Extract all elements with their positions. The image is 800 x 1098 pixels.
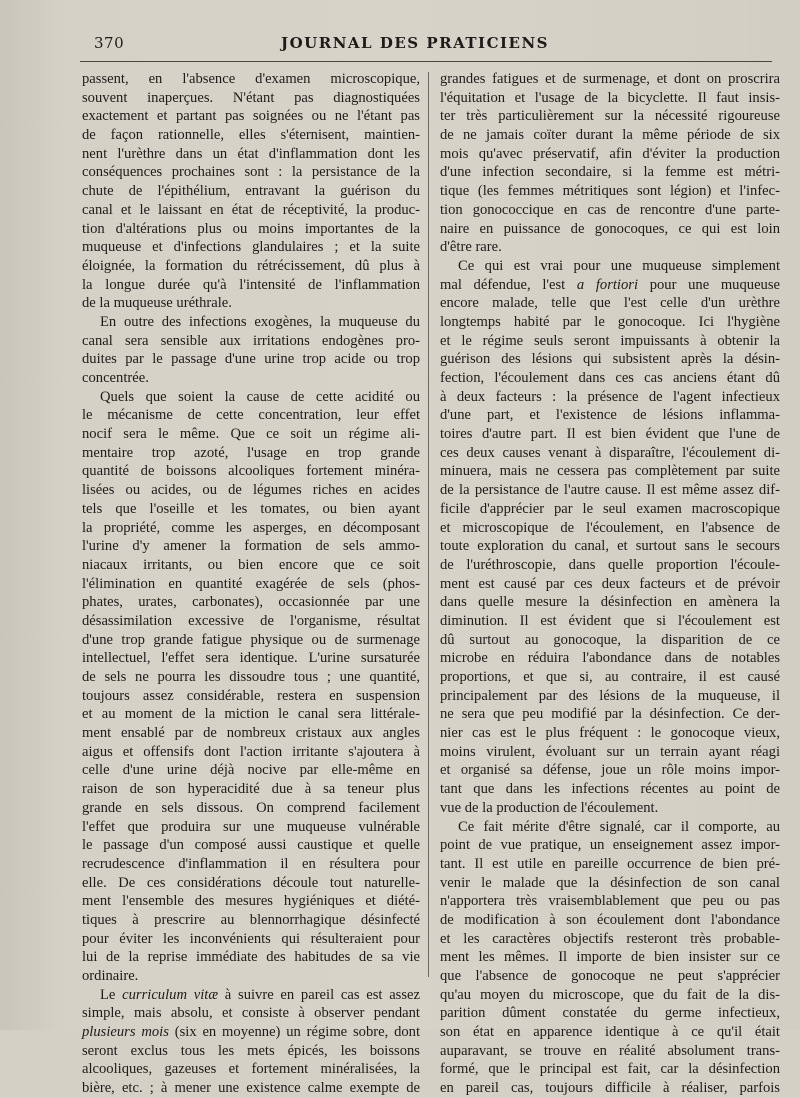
text-line: dû surtout au gonocoque, la disparition de ce: [440, 631, 780, 648]
text-line: diminution. Il est évident que si l'écoulement est: [440, 612, 780, 629]
text-line: de l'uréthroscopie, dans quelle proportion l'écoule-: [440, 556, 780, 573]
text-line: minuera, mais ne cessera pas complètement par suite: [440, 463, 780, 480]
text-line: de modification à son écoulement dont l'abondance: [440, 911, 780, 928]
text-line: point de vue pratique, un enseignement assez impor-: [440, 837, 780, 854]
text-line: l'équitation et l'usage de la bicyclette. Il faut insis-: [440, 89, 780, 106]
text-line: intellectuel, l'effet sera identique. L'urine sursaturée: [82, 650, 420, 667]
text-line: mentaire trop azoté, l'usage en trop grande: [82, 444, 420, 461]
text-line: bière, etc. ; à mener une existence calme exempte de: [82, 1080, 420, 1097]
text-line: parition dûment constatée du germe infectieux,: [440, 1005, 780, 1022]
text-line: simple, mais absolu, et consiste à observer pendant: [82, 1005, 420, 1022]
text-line: d'être rare.: [440, 239, 502, 256]
text-line: elle. De ces considérations découle tout naturelle-: [82, 874, 420, 891]
text-line: recrudescence d'inflammation il en résultera pour: [82, 855, 420, 872]
text-line: canal sera sensible aux irritations endogènes pro-: [82, 332, 420, 349]
text-line: l'élimination en quantité exagérée de sels (phos-: [82, 575, 420, 592]
italic-phrase: curriculum vitæ: [122, 986, 219, 1003]
text-line: duites par le passage d'une urine trop acide ou trop: [82, 351, 420, 368]
text-line: encore malade, telle que l'est celle d'un urèthre: [440, 295, 780, 312]
text-line: et les caractères objectifs resteront très probable-: [440, 930, 780, 947]
text-line: l'urine d'y amener la formation de sels ammo-: [82, 538, 420, 555]
text-line: son état en apparence identique à ce qu'il était: [440, 1024, 780, 1041]
text-line: formé, que le principal est fait, car la désinfection: [440, 1061, 780, 1078]
text-line: n'apportera très vraisemblablement que peu ou pas: [440, 893, 780, 910]
text-line: seront exclus tous les mets épicés, les boissons: [82, 1042, 420, 1059]
text-line: naire en puissance de gonocoques, ce qui est loin: [440, 220, 780, 237]
text-line: celle d'une urine déjà nocive par elle-même en: [82, 762, 420, 779]
text-line: et le régime seuls seront impuissants à obtenir la: [440, 332, 780, 349]
text-line: souvent inaperçues. N'étant pas diagnostiquées: [82, 89, 420, 106]
text-line: En outre des infections exogènes, la muqueuse du: [100, 313, 420, 330]
text-line: tant. Il est utile en pareille occurrence de bien pré-: [440, 855, 780, 872]
text-fragment: pour une muqueuse: [638, 276, 780, 293]
text-line: à deux facteurs : la présence de l'agent infectieux: [440, 388, 780, 405]
text-line: de façon rationnelle, elles s'éternisent, maintien-: [82, 127, 420, 144]
text-line: tion gonococcique en cas de rencontre d'une parte-: [440, 201, 780, 218]
text-line: venir le malade que la désinfection de son canal: [440, 874, 780, 891]
text-line: nocif sera le même. Que ce soit un régime ali-: [82, 426, 420, 443]
text-line: raison de son hyperacidité due à sa teneur plus: [82, 781, 420, 798]
text-line: et microscopique de l'écoulement, en l'absence de: [440, 519, 780, 536]
text-line: tique (les femmes métritiques sont légion) et l'infec-: [440, 183, 780, 200]
text-line: l'effet que produira sur une muqueuse vulnérable: [82, 818, 420, 835]
text-line: [82, 986, 420, 1005]
text-line: de la muqueuse uréthrale.: [82, 295, 232, 312]
text-line: de la persistance de l'autre cause. Il est même assez dif-: [440, 482, 780, 499]
text-line: ment est causé par ces deux facteurs et de prévoir: [440, 575, 780, 592]
text-line: concentrée.: [82, 370, 149, 386]
text-line: tant que dans les infections récentes au point de: [440, 781, 780, 798]
text-line: toujours assez considérable, restera en suspension: [82, 687, 420, 704]
text-line: canal et le laissant en état de réceptivité, la produc-: [82, 201, 420, 218]
text-line: chute de l'épithélium, entravant la guérison du: [82, 183, 420, 200]
text-line: alcooliques, gazeuses et fortement minéralisées, la: [82, 1061, 420, 1078]
text-line: le mécanisme de cette concentration, leur effet: [82, 407, 420, 424]
text-line: proportions, et que si, au contraire, il est causé: [440, 669, 780, 685]
text-line: auparavant, se trouve en réalité absolument trans-: [440, 1042, 780, 1059]
text-line: toires d'autre part. Il est bien évident que l'une de: [440, 426, 780, 443]
text-fragment: mal défendue, l'est: [440, 276, 577, 293]
text-line: grande en sels dissous. On comprend facilement: [82, 799, 420, 816]
text-line: [440, 276, 780, 295]
text-line: lisées ou acides, ou de légumes riches en acides: [82, 482, 420, 499]
text-line: nier cas est le plus fréquent : le gonocoque vieux,: [440, 725, 780, 742]
text-line: quantité de boissons alcooliques fortement minéra-: [82, 463, 420, 480]
text-line: Ce qui est vrai pour une muqueuse simplement: [458, 257, 780, 274]
italic-phrase: plusieurs mois: [82, 1024, 169, 1041]
text-line: toute exploration du canal, et surtout sans le secours: [440, 538, 780, 555]
text-line: Ce fait mérite d'être signalé, car il comporte, au: [458, 818, 780, 835]
text-line: ficile d'apprécier par le seul examen macroscopique: [440, 500, 780, 517]
text-line: vue de la production de l'écoulement.: [440, 799, 659, 816]
text-line: de ne jamais coïter durant la même période de six: [440, 127, 780, 144]
text-line: Quels que soient la cause de cette acidité ou: [100, 388, 420, 405]
text-line: phates, urates, carbonates), occasionnée par une: [82, 594, 420, 611]
text-line: exactement et partant pas soignées ou ne l'étant pas: [82, 108, 420, 125]
text-line: principalement par des lésions de la muqueuse, il: [440, 687, 780, 704]
text-line: guérison des lésions qui subsistent après la désin-: [440, 351, 780, 368]
text-line: que l'absence de gonocoque ne peut s'apprécier: [440, 968, 780, 984]
text-line: passent, en l'absence d'examen microscopique,: [82, 71, 420, 87]
text-line: [82, 1023, 420, 1042]
text-line: d'une part, et l'existence de lésions inflamma-: [440, 407, 780, 424]
text-line: pour éviter les inconvénients qui résulteraient pour: [82, 930, 420, 947]
text-line: en pareil cas, toujours difficile à réaliser, parfois: [440, 1080, 780, 1097]
text-line: aigus et offensifs dont l'action irritante s'ajoutera à: [82, 743, 420, 760]
text-line: nent l'urèthre dans un état d'inflammation dont les: [82, 145, 420, 162]
text-line: la propriété, comme les asperges, en décomposant: [82, 519, 420, 536]
text-line: qu'au moyen du microscope, que du fait de la dis-: [440, 986, 780, 1003]
text-line: fection, l'écoulement dans ces cas anciens étant dû: [440, 370, 780, 386]
column-divider: [428, 72, 429, 977]
text-fragment: Le: [100, 986, 123, 1003]
right-column: [440, 70, 780, 1098]
text-line: longtemps habité par le gonocoque. Ici l'hygiène: [440, 313, 780, 330]
text-line: lui de la reprise immédiate des habitudes de sa vie: [82, 949, 420, 966]
text-fragment: (six en moyenne) un régime sobre, dont: [168, 1024, 421, 1041]
text-line: ces deux causes venant à disparaître, l'écoulement di-: [440, 444, 780, 461]
text-line: la longue durée qu'à l'intensité de l'inflammation: [82, 276, 420, 293]
text-line: mois qu'avec préservatif, afin d'éviter la production: [440, 145, 780, 162]
text-line: tion d'altérations plus ou moins importantes de la: [82, 220, 420, 237]
text-line: d'une trop grande fatigue physique ou de surmenage: [82, 631, 420, 648]
text-line: éloignée, la formation du rétrécissement, dû plus à: [82, 257, 420, 274]
text-line: et au moment de la miction le canal sera littérale-: [82, 706, 420, 723]
text-line: de sels ne pourra les dissoudre tous ; une quantité,: [82, 669, 420, 685]
text-line: ment l'ensemble des mesures hygiéniques et diété-: [82, 893, 420, 910]
text-line: tels que l'oseille et les tomates, ou bien ayant: [82, 500, 420, 517]
journal-title: JOURNAL DES PRATICIENS: [281, 34, 549, 52]
text-line: ne sera que peu modifié par la désinfection. Ce der-: [440, 706, 780, 723]
text-line: et organisé sa défense, joue un rôle moins impor-: [440, 762, 780, 779]
text-line: muqueuse et d'infections glandulaires ; et la suite: [82, 239, 420, 256]
text-line: d'une infection secondaire, si la femme est métri-: [440, 164, 780, 181]
text-line: conséquences prochaines sont : la persistance de la: [82, 164, 420, 181]
italic-phrase: a fortiori: [576, 276, 639, 293]
page-number: 370: [94, 34, 125, 52]
text-line: ordinaire.: [82, 968, 139, 984]
text-line: ter très particulièrement sur la nécessité rigoureuse: [440, 108, 780, 125]
text-line: désassimilation excessive de l'organisme, résultat: [82, 612, 420, 629]
text-line: moins virulent, évoluant sur un terrain ayant réagi: [440, 743, 780, 760]
left-column: [82, 70, 420, 1098]
text-line: grandes fatigues et de surmenage, et dont on proscrira: [440, 71, 780, 87]
text-line: ment ensablé par de nombreux cristaux aux angles: [82, 725, 420, 742]
text-line: microbe en réduira l'abondance dans de notables: [440, 650, 780, 667]
text-line: le passage d'un composé aussi caustique et quelle: [82, 837, 420, 854]
text-line: ment les mêmes. Il importe de bien insister sur ce: [440, 949, 780, 966]
text-line: tiques à prescrire au blennorrhagique désinfecté: [82, 911, 420, 928]
header-rule: [80, 61, 772, 62]
text-line: dans quelle mesure la désinfection en amènera la: [440, 594, 780, 611]
page-header: [0, 28, 800, 58]
text-fragment: à suivre en pareil cas est assez: [218, 986, 420, 1003]
text-line: niacaux irritants, ou bien encore que ce soit: [82, 556, 420, 573]
